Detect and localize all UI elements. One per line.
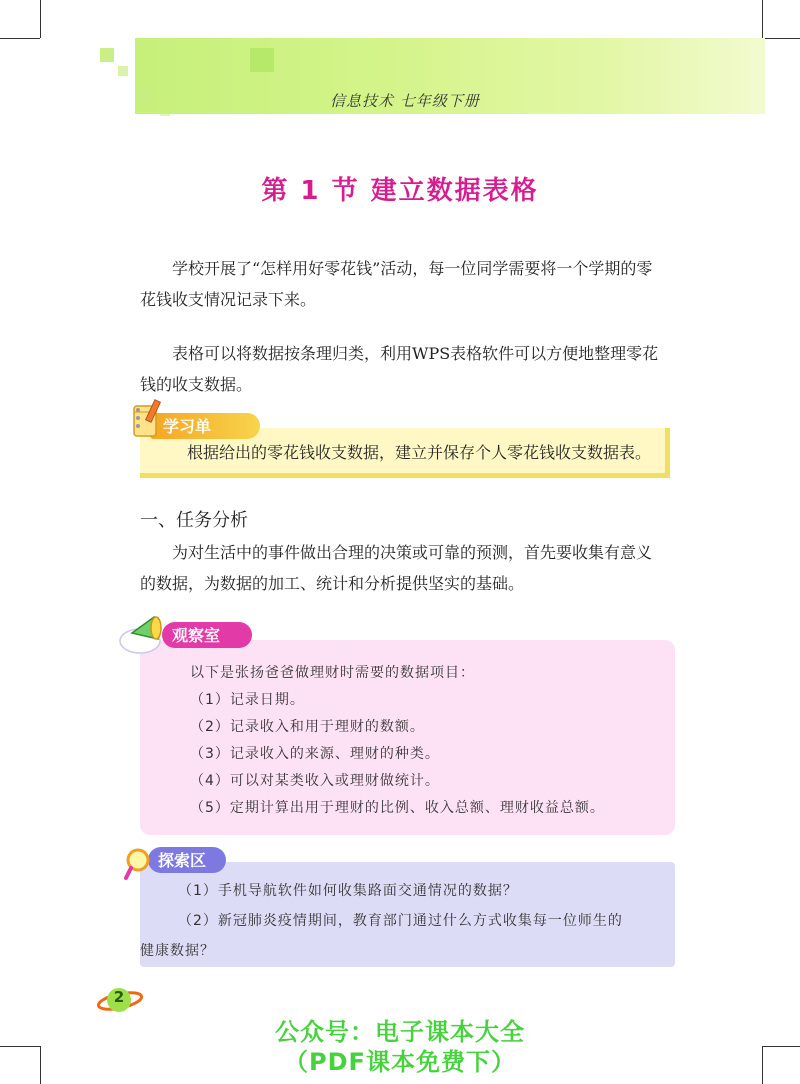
decor-pixel — [138, 90, 150, 102]
observation-item: （5）定期计算出用于理财的比例、收入总额、理财收益总额。 — [190, 800, 605, 816]
section-title: 第 1 节 建立数据表格 — [261, 176, 539, 206]
observation-item: （2）记录收入和用于理财的数额。 — [190, 719, 425, 735]
task-paragraph: 为对生活中的事件做出合理的决策或可靠的预测，首先要收集有意义的数据，为数据的加工、统计和分析提供坚实的基础。 — [140, 543, 653, 593]
explore-question: （1）手机导航软件如何收集路面交通情况的数据？ — [178, 883, 518, 899]
intro-paragraph: 学校开展了“怎样用好零花钱”活动，每一位同学需要将一个学期的零花钱收支情况记录下来。 — [140, 259, 653, 309]
observation-item: （3）记录收入的来源、理财的种类。 — [190, 746, 440, 762]
crop-mark — [762, 38, 800, 39]
megaphone-icon — [118, 603, 172, 657]
crop-mark — [762, 0, 763, 38]
task-heading: 一、任务分析 — [140, 510, 248, 531]
crop-mark — [40, 0, 41, 38]
header-title: 信息技术 七年级下册 — [330, 92, 480, 110]
decor-pixel — [118, 66, 128, 76]
learning-sheet-tag-label: 学习单 — [163, 417, 212, 436]
decor-pixel — [250, 48, 274, 72]
explore-question: （2）新冠肺炎疫情期间，教育部门通过什么方式收集每一位师生的 — [178, 913, 623, 929]
watermark-line: 公众号：电子课本大全 — [275, 1018, 525, 1046]
decor-pixel — [100, 48, 114, 62]
explore-tag-label: 探索区 — [158, 851, 207, 870]
decor-pixel — [160, 106, 170, 116]
learning-sheet-text: 根据给出的零花钱收支数据，建立并保存个人零花钱收支数据表。 — [187, 443, 652, 462]
observation-tag-label: 观察室 — [172, 626, 221, 645]
pencil-notebook-icon — [130, 398, 164, 440]
explore-question-continued: 健康数据？ — [140, 943, 215, 959]
watermark-line: （PDF课本免费下） — [284, 1048, 516, 1076]
page-number: 2 — [113, 988, 125, 1006]
observation-item: （4）可以对某类收入或理财做统计。 — [190, 773, 440, 789]
observation-intro: 以下是张扬爸爸做理财时需要的数据项目： — [190, 665, 475, 681]
observation-item: （1）记录日期。 — [190, 692, 305, 708]
magnifier-icon — [124, 846, 158, 882]
intro-paragraph: 表格可以将数据按条理归类，利用WPS表格软件可以方便地整理零花钱的收支数据。 — [140, 344, 659, 394]
crop-mark — [0, 38, 40, 39]
